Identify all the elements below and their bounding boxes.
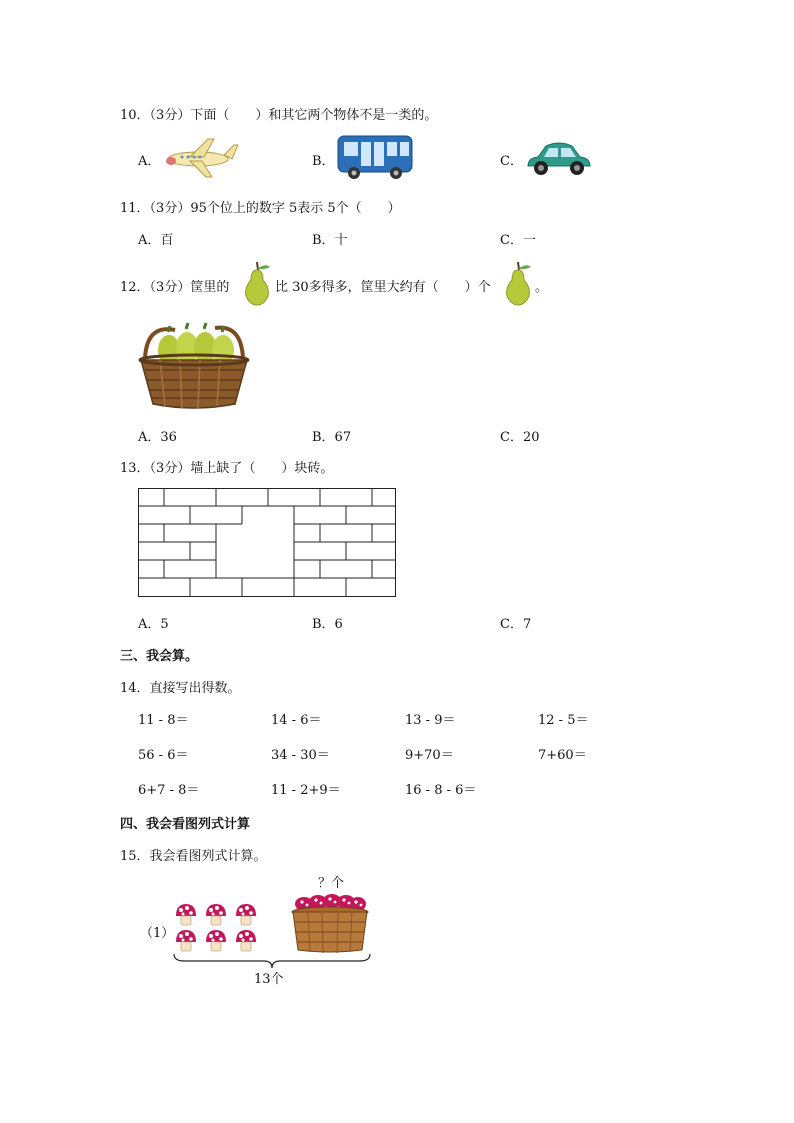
- q15-stem: 15．我会看图列式计算。: [120, 849, 267, 864]
- q10-option-b-label: B．: [312, 154, 335, 169]
- pear-basket-image: [135, 320, 253, 412]
- section-3-title: 三、我会算。: [120, 649, 199, 664]
- q15-unknown-label: ？个: [318, 876, 345, 891]
- q11-stem: 11．（3分）95个位上的数字 5表示 5个（ ）: [120, 201, 401, 216]
- q14-problem: 11 - 2+9＝: [271, 783, 341, 798]
- pear-icon: [502, 260, 534, 306]
- q14-stem: 14．直接写出得数。: [120, 681, 241, 696]
- q14-problem: 16 - 8 - 6＝: [405, 783, 477, 798]
- airplane-icon: [160, 135, 240, 180]
- q15-total-label: 13个: [254, 972, 284, 987]
- q15-part-label: （1）: [140, 926, 175, 941]
- brick-wall-diagram: [138, 488, 398, 598]
- q13-stem: 13．（3分）墙上缺了（ ）块砖。: [120, 461, 334, 476]
- q13-option-a: A．5: [138, 617, 169, 632]
- mushroom-basket-image: [290, 892, 370, 954]
- total-brace: [172, 952, 372, 970]
- q14-problem: 12 - 5＝: [538, 713, 589, 728]
- q14-problem: 6+7 - 8＝: [138, 783, 200, 798]
- q12-stem-part3: 。: [535, 280, 549, 295]
- q14-problem: 9+70＝: [405, 748, 454, 763]
- q12-option-b: B．67: [312, 430, 352, 445]
- section-4-title: 四、我会看图列式计算: [120, 817, 251, 832]
- q14-problem: 14 - 6＝: [271, 713, 322, 728]
- q10-option-a-label: A．: [138, 154, 161, 169]
- q10-option-c-label: C．: [500, 154, 523, 169]
- q11-option-b: B．十: [312, 233, 348, 248]
- mushroom-group-image: [172, 902, 262, 956]
- q11-option-c: C．一: [500, 233, 536, 248]
- q13-option-c: C．7: [500, 617, 532, 632]
- q13-option-b: B．6: [312, 617, 343, 632]
- q12-stem-part2: 比 30多得多，筐里大约有（ ）个: [275, 280, 491, 295]
- car-icon: [524, 138, 594, 178]
- pear-icon: [242, 260, 272, 306]
- q12-stem-part1: 12．（3分）筐里的: [120, 280, 230, 295]
- q12-option-c: C．20: [500, 430, 540, 445]
- q10-stem: 10．（3分）下面（ ）和其它两个物体不是一类的。: [120, 108, 438, 123]
- q11-option-a: A．百: [138, 233, 174, 248]
- q14-problem: 13 - 9＝: [405, 713, 456, 728]
- q14-problem: 56 - 6＝: [138, 748, 189, 763]
- q14-problem: 7+60＝: [538, 748, 587, 763]
- q14-problem: 34 - 30＝: [271, 748, 330, 763]
- bus-icon: [336, 133, 414, 181]
- q12-option-a: A．36: [138, 430, 177, 445]
- q14-problem: 11 - 8＝: [138, 713, 189, 728]
